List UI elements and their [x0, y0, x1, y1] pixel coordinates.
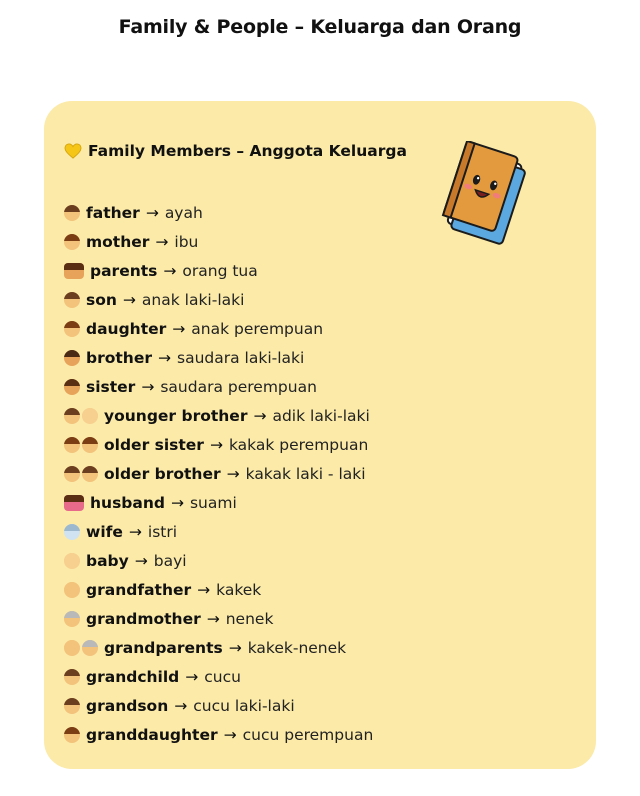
emoji-group — [64, 495, 86, 511]
arrow-icon: → — [223, 725, 237, 744]
emoji-group — [64, 611, 82, 627]
indonesian-term: cucu perempuan — [242, 725, 374, 744]
vocab-row — [64, 720, 373, 749]
woman-face-icon — [64, 234, 80, 250]
child-face-icon — [64, 669, 80, 685]
yellow-heart-icon — [64, 143, 82, 159]
vocab-row — [64, 198, 373, 227]
arrow-icon: → — [197, 580, 211, 599]
vocab-row — [64, 256, 373, 285]
english-term: parents — [90, 261, 158, 280]
emoji-group — [64, 437, 100, 453]
boy-face-icon — [64, 466, 80, 482]
vocab-row — [64, 662, 373, 691]
arrow-icon: → — [122, 290, 136, 309]
vocab-row — [64, 430, 373, 459]
arrow-icon: → — [128, 522, 142, 541]
english-term: granddaughter — [86, 725, 218, 744]
vocab-row — [64, 227, 373, 256]
old-woman-face-icon — [64, 611, 80, 627]
man-face-icon — [64, 205, 80, 221]
couple-with-heart-icon — [64, 495, 84, 511]
emoji-group — [64, 640, 100, 656]
indonesian-term: adik laki-laki — [272, 406, 370, 425]
vocab-row — [64, 546, 373, 575]
emoji-group — [64, 292, 82, 308]
baby-face-icon — [82, 408, 98, 424]
english-term: older sister — [104, 435, 204, 454]
arrow-icon: → — [172, 319, 186, 338]
indonesian-term: bayi — [153, 551, 187, 570]
boy-face-icon — [64, 698, 80, 714]
vocabulary-card — [44, 101, 596, 769]
arrow-icon: → — [253, 406, 267, 425]
english-term: grandfather — [86, 580, 192, 599]
emoji-group — [64, 698, 82, 714]
indonesian-term: cucu laki-laki — [193, 696, 295, 715]
baby-face-icon — [64, 553, 80, 569]
vocab-row — [64, 517, 373, 546]
emoji-group — [64, 234, 82, 250]
arrow-icon: → — [170, 493, 184, 512]
english-term: father — [86, 203, 140, 222]
emoji-group — [64, 205, 82, 221]
old-woman-face-icon — [82, 640, 98, 656]
vocab-row — [64, 691, 373, 720]
indonesian-term: kakak perempuan — [228, 435, 369, 454]
family-couple-icon — [64, 263, 84, 279]
vocab-row — [64, 314, 373, 343]
arrow-icon: → — [226, 464, 240, 483]
ring-icon — [64, 524, 80, 540]
vocab-row — [64, 401, 373, 430]
emoji-group — [64, 553, 82, 569]
indonesian-term: kakek-nenek — [247, 638, 347, 657]
arrow-icon: → — [134, 551, 148, 570]
emoji-group — [64, 466, 100, 482]
vocab-row — [64, 372, 373, 401]
old-man-face-icon — [64, 582, 80, 598]
arrow-icon: → — [228, 638, 242, 657]
man-face-icon — [82, 466, 98, 482]
english-term: daughter — [86, 319, 167, 338]
old-man-face-icon — [64, 640, 80, 656]
indonesian-term: nenek — [225, 609, 274, 628]
english-term: son — [86, 290, 117, 309]
arrow-icon: → — [158, 348, 171, 367]
vocab-row — [64, 575, 373, 604]
english-term: wife — [86, 522, 123, 541]
arrow-icon: → — [155, 232, 169, 251]
indonesian-term: istri — [147, 522, 178, 541]
vocab-row — [64, 488, 373, 517]
vocab-row — [64, 343, 373, 372]
emoji-group — [64, 408, 100, 424]
english-term: sister — [86, 377, 136, 396]
emoji-group — [64, 321, 82, 337]
emoji-group — [64, 524, 82, 540]
vocab-row — [64, 604, 373, 633]
arrow-icon: → — [163, 261, 177, 280]
vocab-row — [64, 459, 373, 488]
arrow-icon: → — [185, 667, 199, 686]
indonesian-term: saudara perempuan — [160, 377, 317, 396]
indonesian-term: anak perempuan — [191, 319, 324, 338]
emoji-group — [64, 582, 82, 598]
indonesian-term: saudara laki-laki — [177, 348, 305, 367]
smiling-book-icon — [436, 141, 531, 256]
english-term: grandson — [86, 696, 169, 715]
boy-face-icon — [64, 408, 80, 424]
woman-face-icon — [82, 437, 98, 453]
arrow-icon: → — [209, 435, 223, 454]
indonesian-term: cucu — [204, 667, 241, 686]
emoji-group — [64, 669, 82, 685]
english-term: grandchild — [86, 667, 180, 686]
girl-face-icon — [64, 727, 80, 743]
woman-standing-icon — [64, 379, 80, 395]
english-term: husband — [90, 493, 165, 512]
man-standing-icon — [64, 350, 80, 366]
emoji-group — [64, 379, 82, 395]
english-term: younger brother — [104, 406, 248, 425]
girl-face-icon — [64, 321, 80, 337]
english-term: mother — [86, 232, 150, 251]
indonesian-term: ayah — [164, 203, 203, 222]
woman-face-icon — [64, 437, 80, 453]
arrow-icon: → — [174, 696, 188, 715]
boy-face-icon — [64, 292, 80, 308]
indonesian-term: ibu — [174, 232, 199, 251]
english-term: older brother — [104, 464, 221, 483]
english-term: baby — [86, 551, 129, 570]
emoji-group — [64, 350, 82, 366]
vocab-row — [64, 633, 373, 662]
vocab-row — [64, 285, 373, 314]
arrow-icon: → — [141, 377, 155, 396]
indonesian-term: suami — [189, 493, 237, 512]
emoji-group — [64, 263, 86, 279]
indonesian-term: anak laki-laki — [141, 290, 245, 309]
english-term: grandparents — [104, 638, 223, 657]
section-heading-text: Family Members – Anggota Keluarga — [88, 142, 407, 160]
emoji-group — [64, 727, 82, 743]
english-term: brother — [86, 348, 152, 367]
arrow-icon: → — [145, 203, 159, 222]
arrow-icon: → — [206, 609, 220, 628]
indonesian-term: kakak laki - laki — [245, 464, 366, 483]
page-title: Family & People – Keluarga dan Orang — [118, 16, 522, 38]
indonesian-term: orang tua — [182, 261, 258, 280]
vocabulary-list — [64, 198, 373, 749]
indonesian-term: kakek — [216, 580, 262, 599]
english-term: grandmother — [86, 609, 201, 628]
section-heading — [64, 142, 407, 160]
